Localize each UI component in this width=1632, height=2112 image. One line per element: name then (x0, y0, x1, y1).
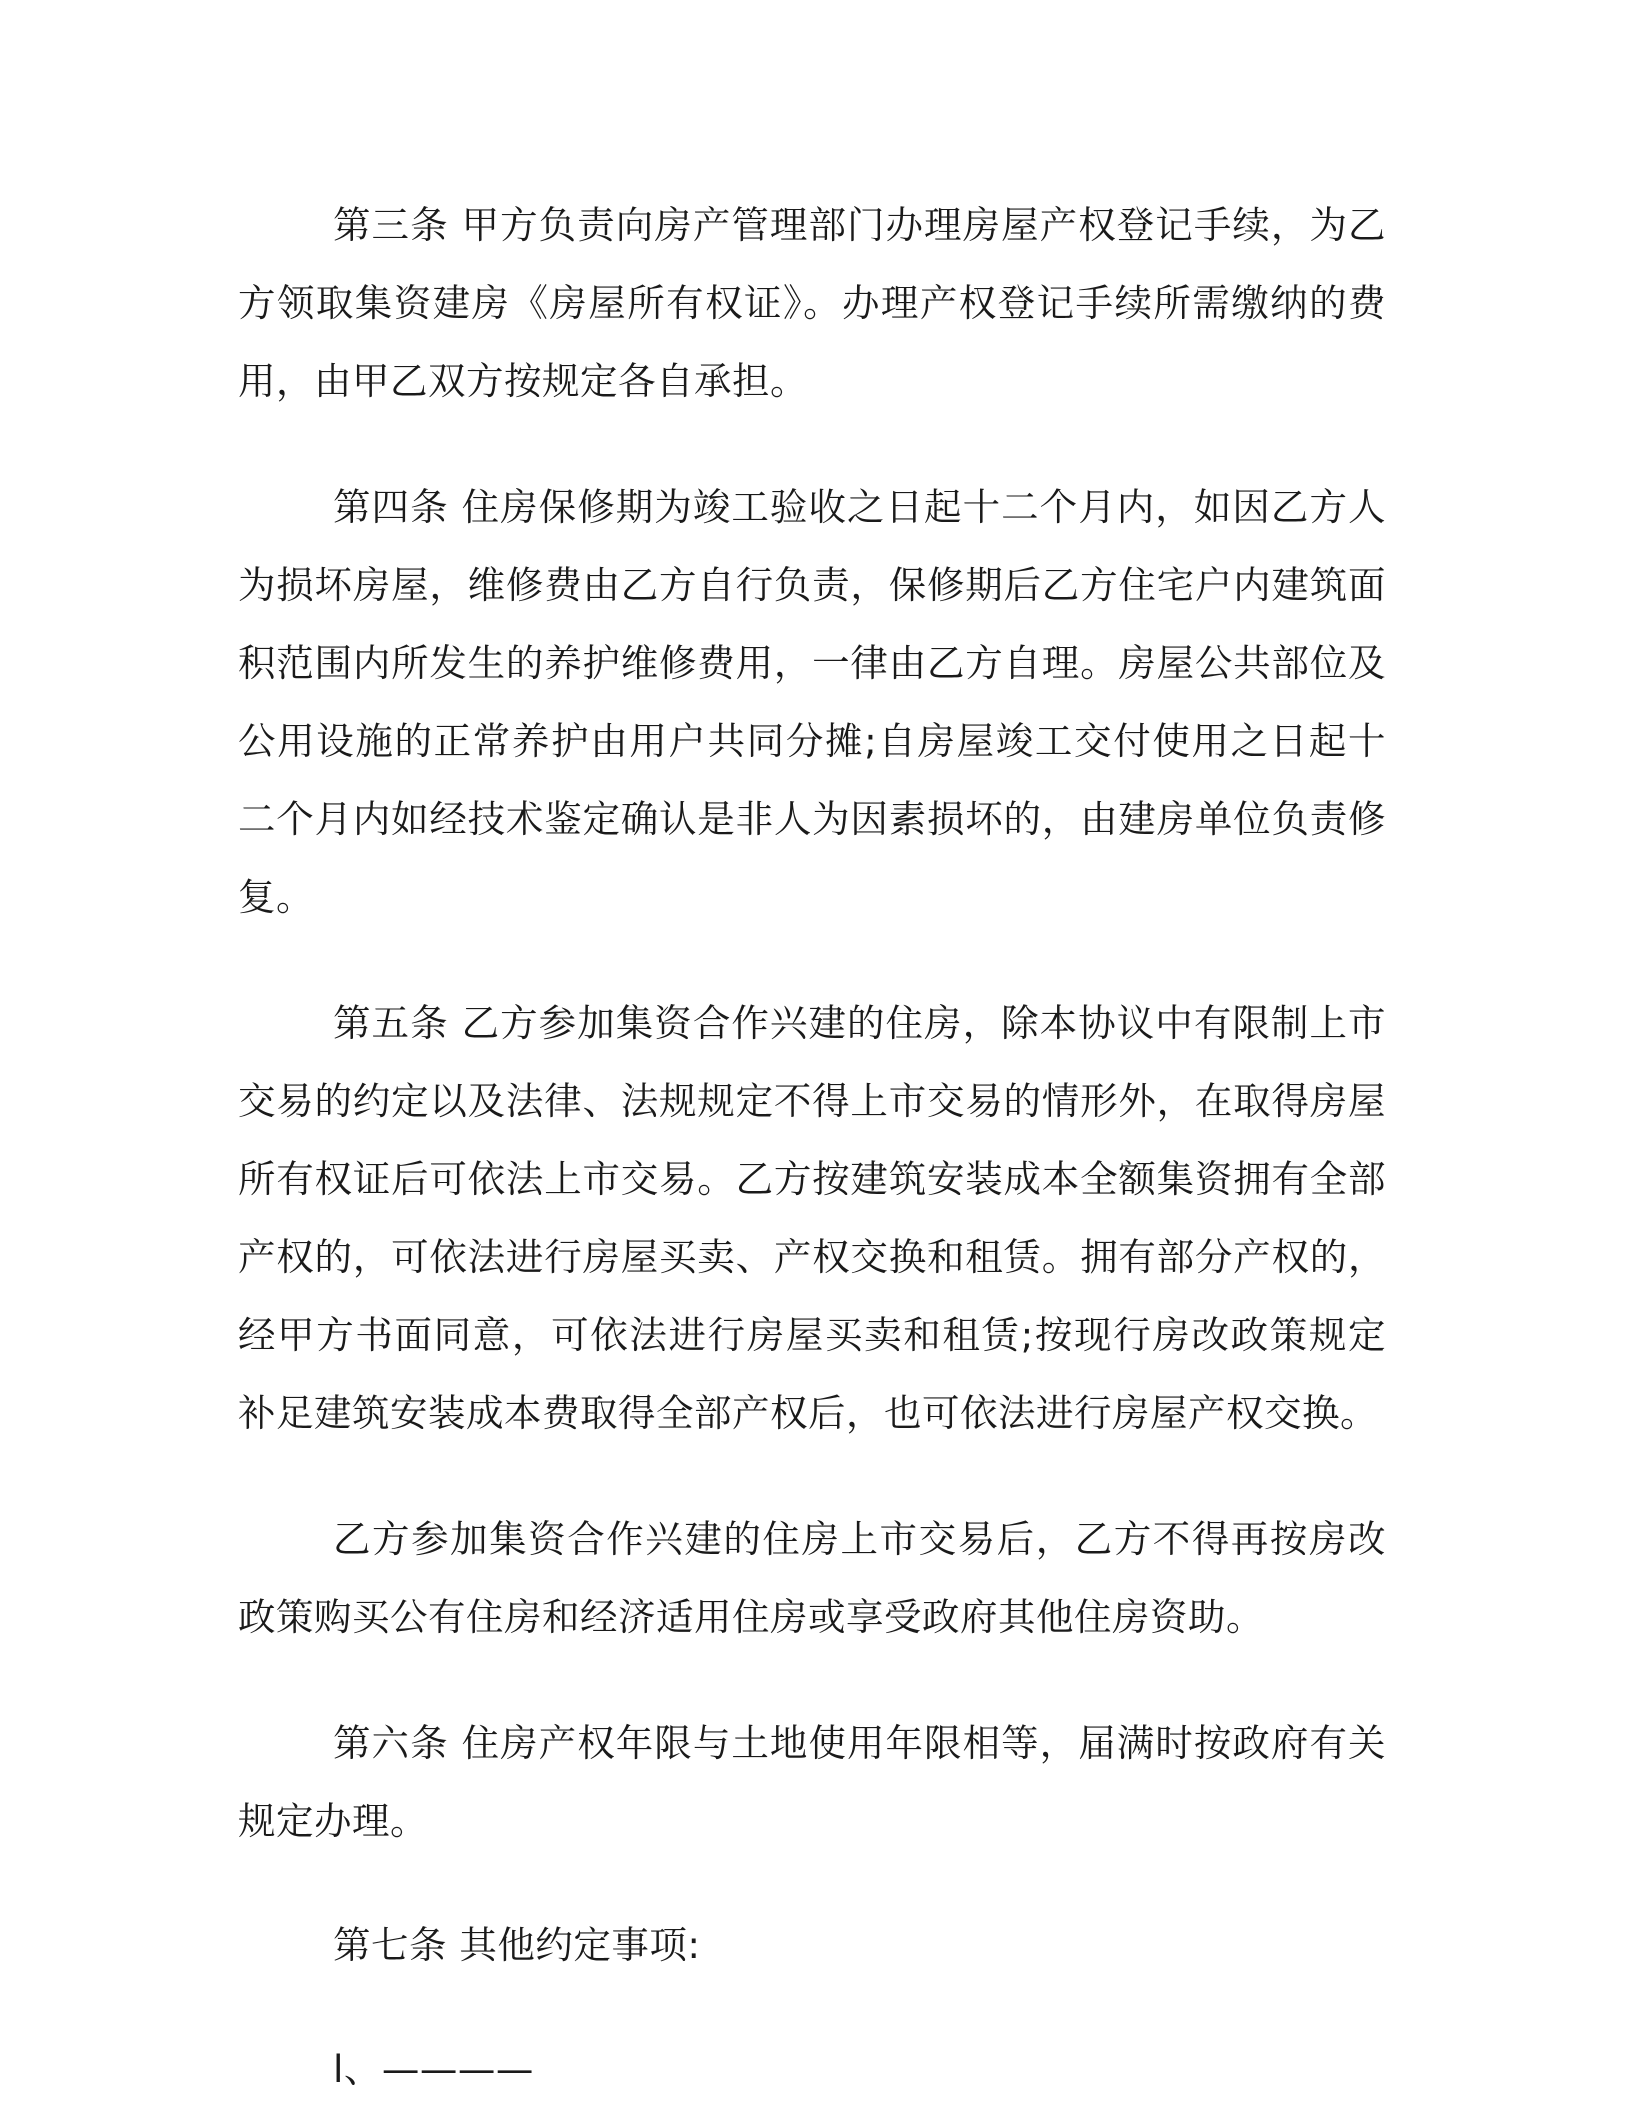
document-body (238, 186, 1386, 2108)
article-5-paragraph: 第五条 乙方参加集资合作兴建的住房，除本协议中有限制上市交易的约定以及法律、法规规定不得上市交易的情形外，在取得房屋所有权证后可依法上市交易。乙方按建筑安装成本全额集资拥有全部产权的，可依法进行房屋买卖、产权交换和租赁。拥有部分产权的，经甲方书面同意，可依法进行房屋买卖和租赁;按现行房改政策规定补足建筑安装成本费取得全部产权后，也可依法进行房屋产权交换。 (238, 1001, 1386, 1435)
article-5-supplement-paragraph: 乙方参加集资合作兴建的住房上市交易后，乙方不得再按房改政策购买公有住房和经济适用住房或享受政府其他住房资助。 (238, 1517, 1386, 1639)
article-3-paragraph: 第三条 甲方负责向房产管理部门办理房屋产权登记手续，为乙方领取集资建房《房屋所有权证》。办理产权登记手续所需缴纳的费用，由甲乙双方按规定各自承担。 (238, 203, 1386, 403)
article-6-paragraph: 第六条 住房产权年限与土地使用年限相等，届满时按政府有关规定办理。 (238, 1721, 1386, 1843)
article-7-heading: 第七条 其他约定事项: (333, 1923, 701, 1967)
article-4-paragraph: 第四条 住房保修期为竣工验收之日起十二个月内，如因乙方人为损坏房屋，维修费由乙方自行负责，保修期后乙方住宅户内建筑面积范围内所发生的养护维修费用，一律由乙方自理。房屋公共部位及公用设施的正常养护由用户共同分摊;自房屋竣工交付使用之日起十二个月内如经技术鉴定确认是非人为因素损坏的，由建房单位负责修复。 (238, 485, 1386, 919)
article-7-item-1: l、———— (333, 2047, 534, 2091)
